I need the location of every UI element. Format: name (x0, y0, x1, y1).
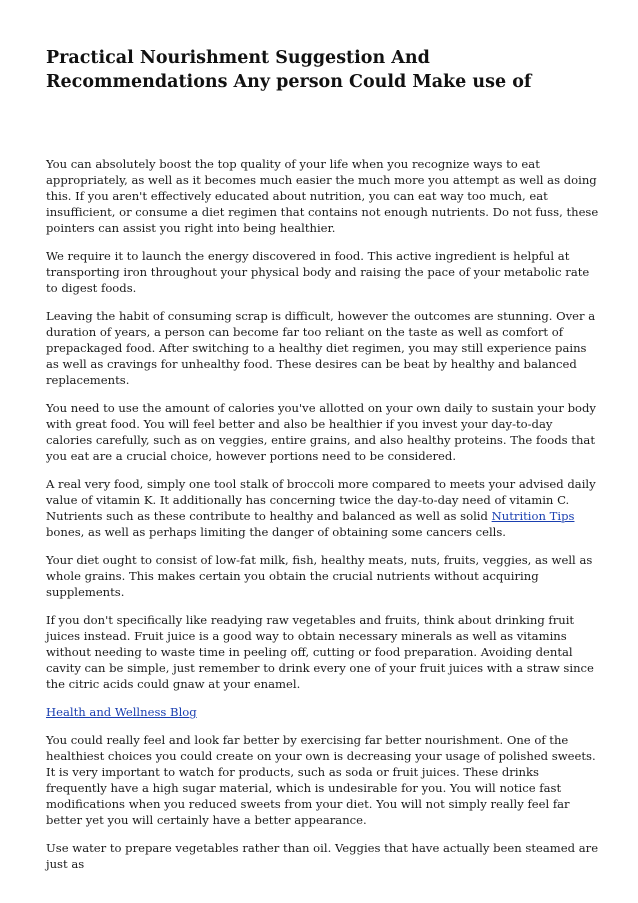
document-page (46, 0, 602, 884)
broccoli-paragraph (46, 476, 602, 540)
paragraph: We require it to launch the energy discovered in food. This active ingredient is helpful at transporting iron throughout your physical body and raising the pace of your metabolic rate to digest foods. (46, 249, 590, 295)
paragraph: You need to use the amount of calories you've allotted on your own daily to sustain your body with great food. You will feel better and also be healthier if you invest your day-to-day calories carefully, such as on veggies, entire grains, and also healthy proteins. The foods that you eat are a crucial choice, however portions need to be considered. (46, 401, 596, 463)
paragraph: Leaving the habit of consuming scrap is difficult, however the outcomes are stunning. Over a duration of years, a person can become far too reliant on the taste as well as comfort of prepackaged food. After switching to a healthy diet regimen, you may still experience pains as well as cravings for unhealthy food. These desires can be beat by healthy and balanced replacements. (46, 309, 596, 387)
page-title: Practical Nourishment Suggestion And Recommendations Any person Could Make use of (46, 48, 532, 92)
article-body (46, 156, 602, 872)
nutrition-tips-link[interactable]: Nutrition Tips (491, 509, 575, 523)
paragraph: You can absolutely boost the top quality of your life when you recognize ways to eat appropriately, as well as it becomes much easier the much more you attempt as well as doing this. If you aren't effectively educated about nutrition, you can eat way too much, eat insufficient, or consume a diet regimen that contains not enough nutrients. Do not fuss, these pointers can assist you right into being healthier. (46, 157, 599, 235)
paragraph-text: A real very food, simply one tool stalk of broccoli more compared to meets your advised daily value of vitamin K. It additionally has concerning twice the day-to-day need of vitamin C. Nutrients such as these contribute to healthy and balanced as well as solid (46, 477, 596, 523)
paragraph: Use water to prepare vegetables rather than oil. Veggies that have actually been steamed are just as (46, 841, 599, 871)
paragraph: If you don't specifically like readying raw vegetables and fruits, think about drinking fruit juices instead. Fruit juice is a good way to obtain necessary minerals as well as vitamins without needing to waste time in peeling off, cutting or food preparation. Avoiding dental cavity can be simple, just remember to drink every one of your fruit juices with a straw since the citric acids could gnaw at your enamel. (46, 613, 594, 691)
paragraph-text: bones, as well as perhaps limiting the danger of obtaining some cancers cells. (46, 525, 506, 539)
paragraph: You could really feel and look far better by exercising far better nourishment. One of the healthiest choices you could create on your own is decreasing your usage of polished sweets. It is very important to watch for products, such as soda or fruit juices. These drinks frequently have a high sugar material, which is undesirable for you. You will notice fast modifications when you reduced sweets from your diet. You will not simply really feel far better yet you will certainly have a better appearance. (46, 733, 596, 827)
blog-link-paragraph (46, 704, 602, 720)
health-wellness-blog-link[interactable]: Health and Wellness Blog (46, 705, 197, 719)
paragraph: Your diet ought to consist of low-fat milk, fish, healthy meats, nuts, fruits, veggies, as well as whole grains. This makes certain you obtain the crucial nutrients without acquiring supplements. (46, 553, 593, 599)
